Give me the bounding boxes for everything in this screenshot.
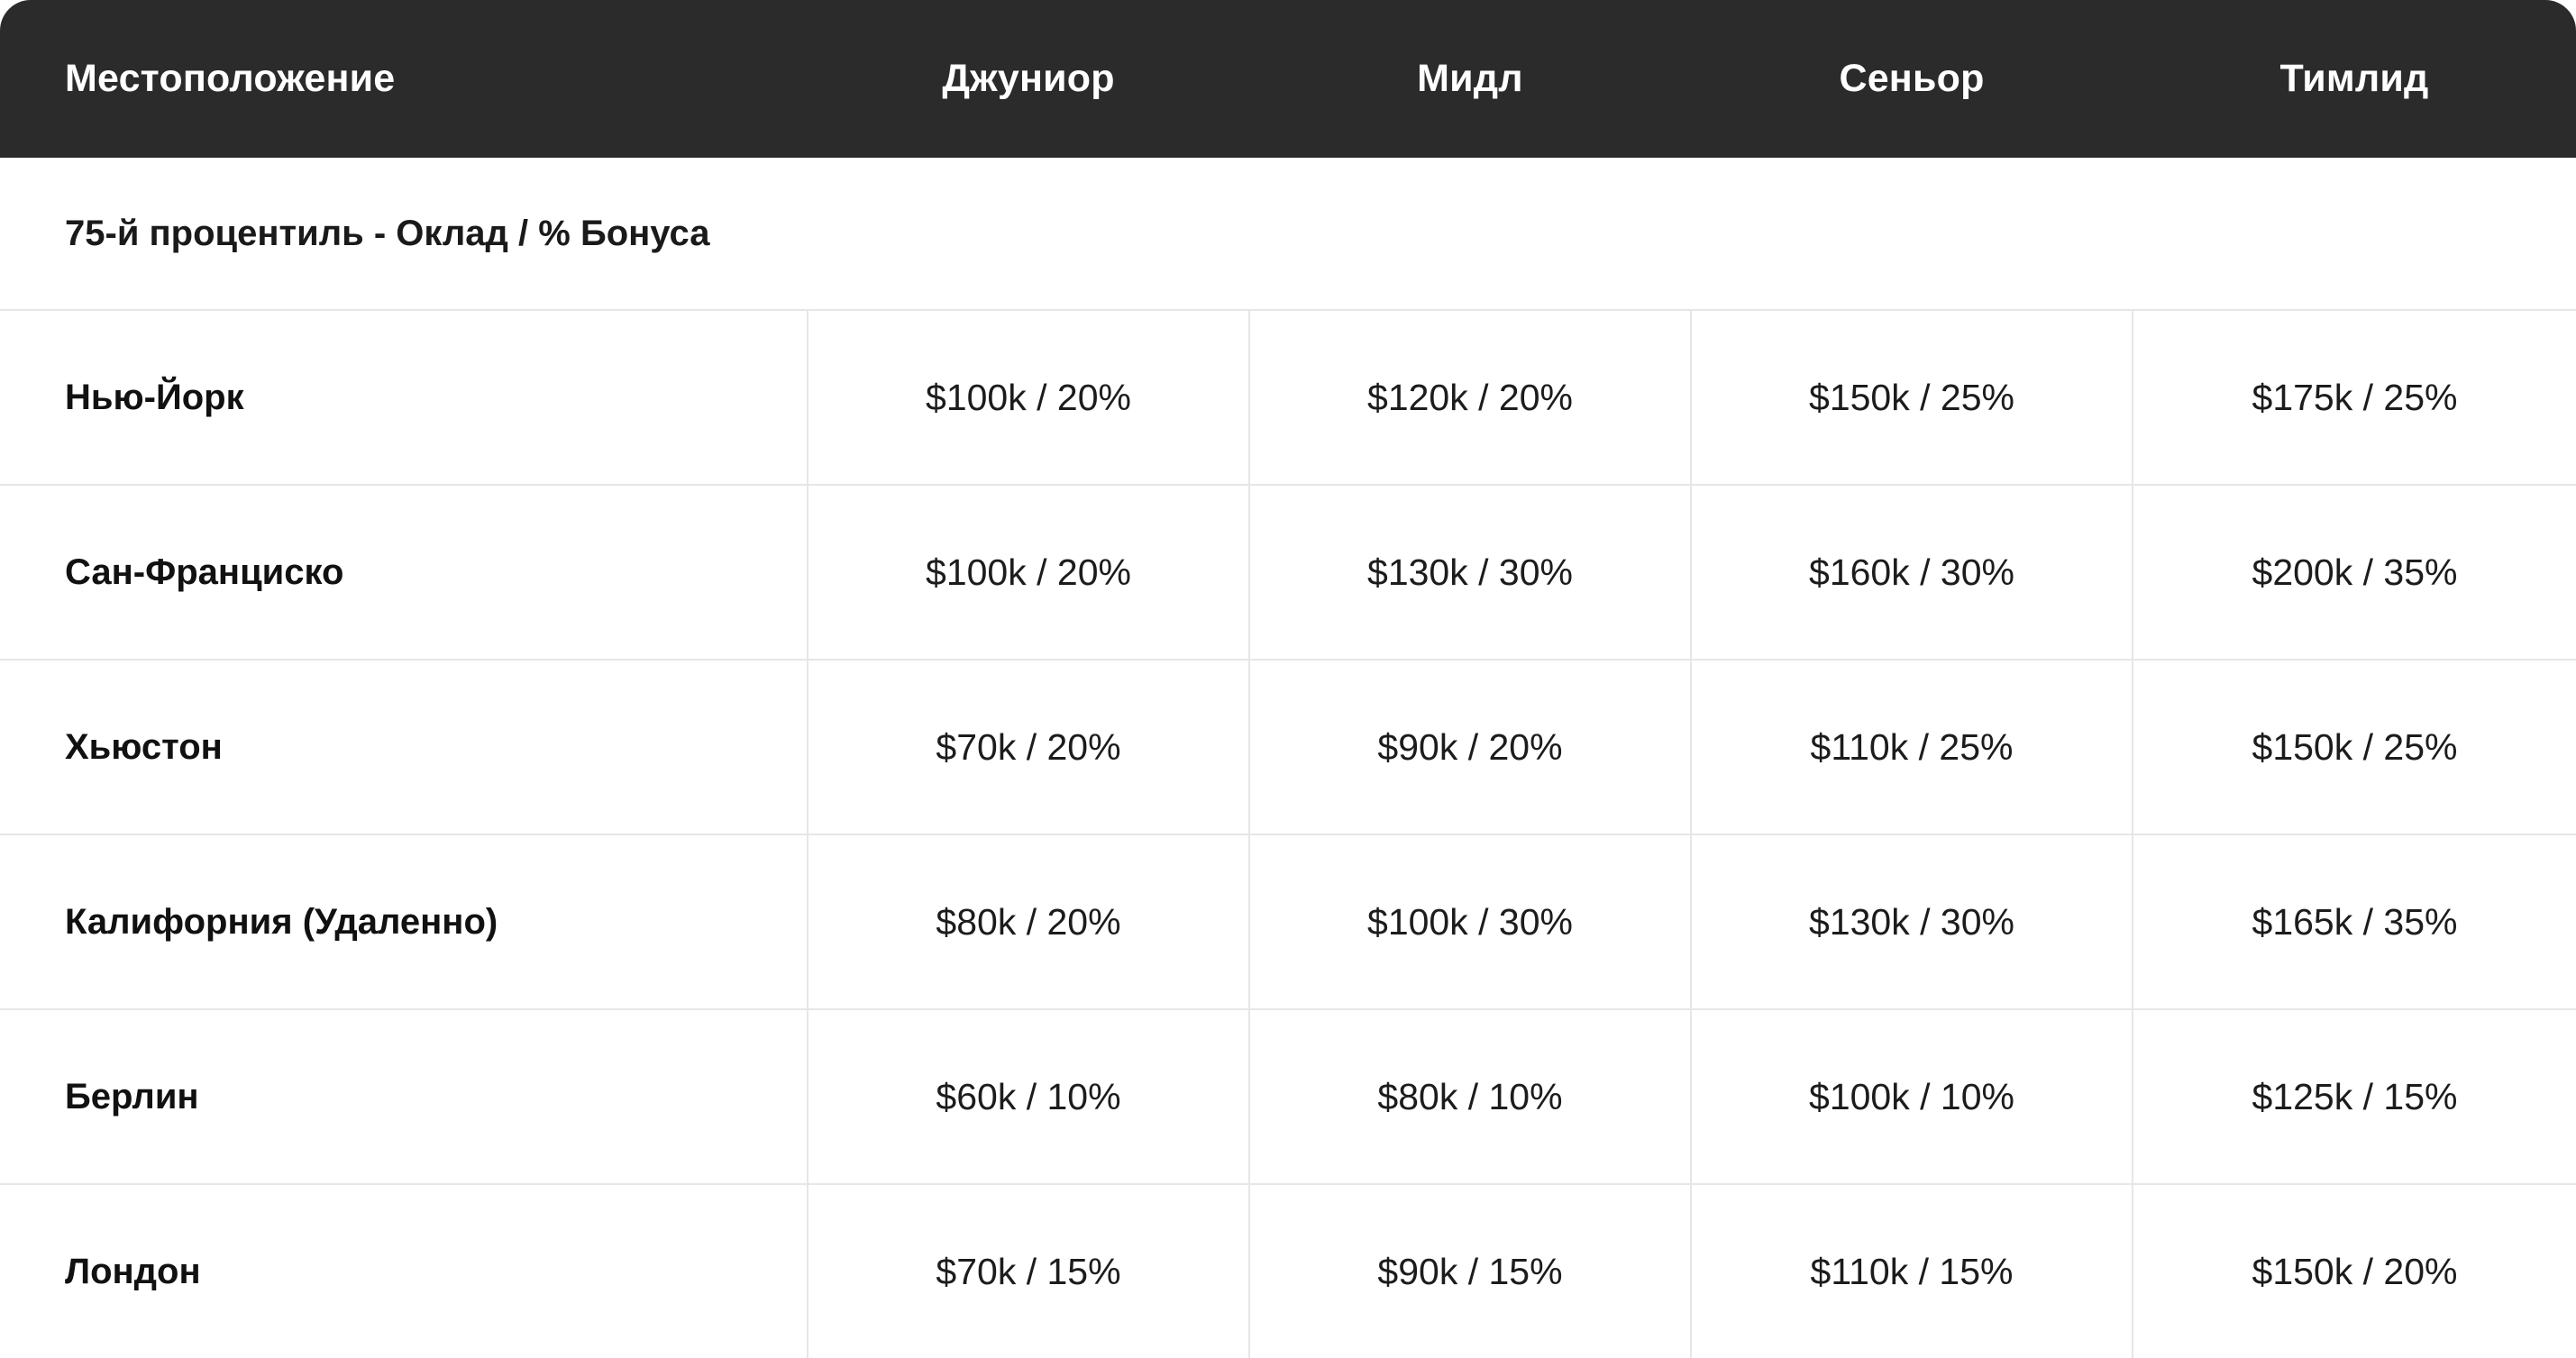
row-location: Калифорния (Удаленно) bbox=[0, 834, 808, 1009]
table-header-row bbox=[0, 0, 2576, 158]
table-header bbox=[0, 0, 2576, 158]
row-lead-value: $200k / 35% bbox=[2133, 485, 2576, 660]
column-header-junior: Джуниор bbox=[808, 0, 1249, 158]
table-row bbox=[0, 660, 2576, 834]
row-junior-value: $100k / 20% bbox=[808, 485, 1249, 660]
table-body bbox=[0, 158, 2576, 1358]
row-location: Нью-Йорк bbox=[0, 310, 808, 485]
row-location: Лондон bbox=[0, 1184, 808, 1358]
row-senior-value: $160k / 30% bbox=[1691, 485, 2133, 660]
row-junior-value: $100k / 20% bbox=[808, 310, 1249, 485]
table-row bbox=[0, 1184, 2576, 1358]
row-lead-value: $150k / 25% bbox=[2133, 660, 2576, 834]
column-header-location: Местоположение bbox=[0, 0, 808, 158]
row-lead-value: $175k / 25% bbox=[2133, 310, 2576, 485]
row-lead-value: $150k / 20% bbox=[2133, 1184, 2576, 1358]
row-location: Хьюстон bbox=[0, 660, 808, 834]
row-junior-value: $70k / 20% bbox=[808, 660, 1249, 834]
row-junior-value: $60k / 10% bbox=[808, 1009, 1249, 1184]
row-lead-value: $165k / 35% bbox=[2133, 834, 2576, 1009]
table-row bbox=[0, 485, 2576, 660]
row-middle-value: $100k / 30% bbox=[1249, 834, 1691, 1009]
column-header-lead: Тимлид bbox=[2133, 0, 2576, 158]
table-row bbox=[0, 1009, 2576, 1184]
row-middle-value: $80k / 10% bbox=[1249, 1009, 1691, 1184]
row-junior-value: $80k / 20% bbox=[808, 834, 1249, 1009]
row-senior-value: $110k / 15% bbox=[1691, 1184, 2133, 1358]
row-middle-value: $90k / 20% bbox=[1249, 660, 1691, 834]
row-middle-value: $120k / 20% bbox=[1249, 310, 1691, 485]
table-row bbox=[0, 310, 2576, 485]
row-senior-value: $130k / 30% bbox=[1691, 834, 2133, 1009]
row-junior-value: $70k / 15% bbox=[808, 1184, 1249, 1358]
column-header-senior: Сеньор bbox=[1691, 0, 2133, 158]
column-header-middle: Мидл bbox=[1249, 0, 1691, 158]
row-middle-value: $130k / 30% bbox=[1249, 485, 1691, 660]
row-location: Берлин bbox=[0, 1009, 808, 1184]
row-senior-value: $150k / 25% bbox=[1691, 310, 2133, 485]
section-title-row bbox=[0, 158, 2576, 310]
row-senior-value: $110k / 25% bbox=[1691, 660, 2133, 834]
row-lead-value: $125k / 15% bbox=[2133, 1009, 2576, 1184]
table-row bbox=[0, 834, 2576, 1009]
row-location: Сан-Франциско bbox=[0, 485, 808, 660]
row-senior-value: $100k / 10% bbox=[1691, 1009, 2133, 1184]
section-title: 75-й процентиль - Оклад / % Бонуса bbox=[0, 158, 2576, 310]
row-middle-value: $90k / 15% bbox=[1249, 1184, 1691, 1358]
